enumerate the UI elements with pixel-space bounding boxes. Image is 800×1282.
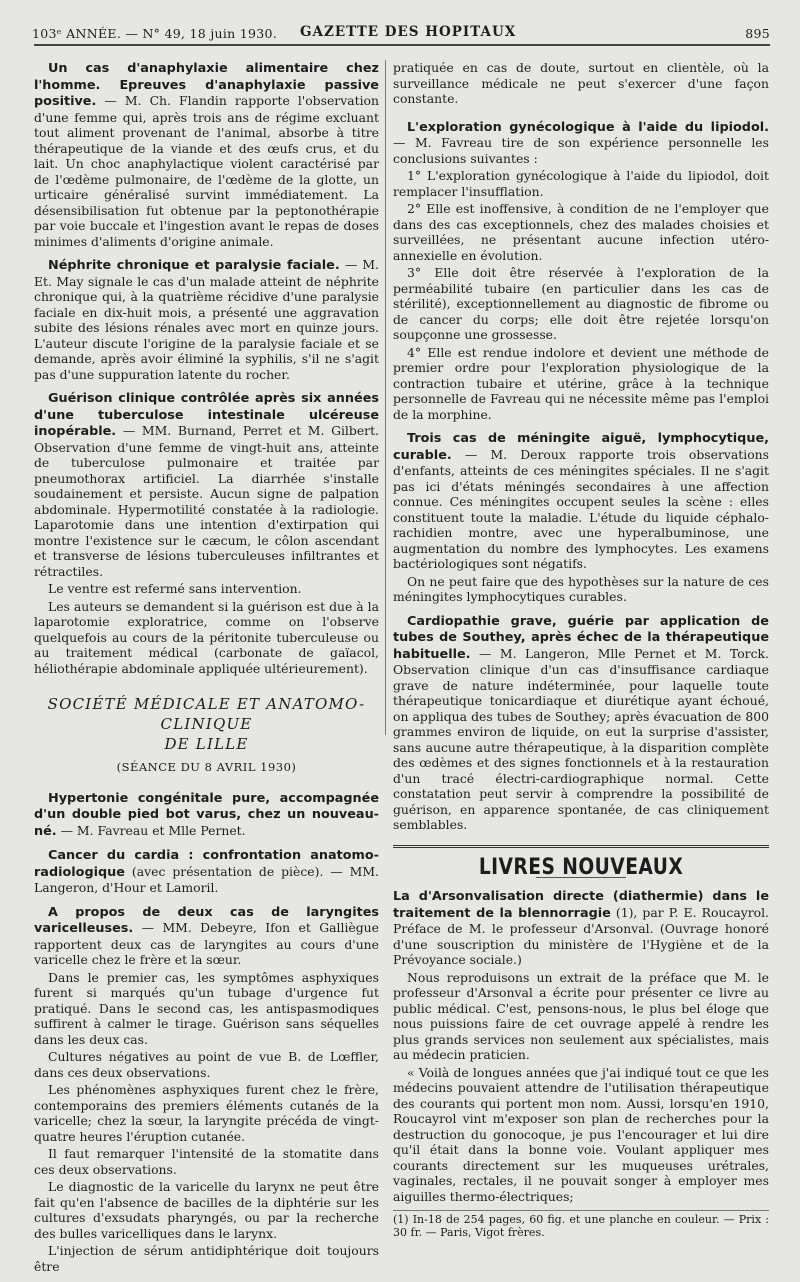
paragraph: Le ventre est refermé sans intervention. <box>48 581 302 596</box>
paragraph: Les phénomènes asphyxiques furent chez le frère, contemporains des premiers éléments cutanés de la varicelle; chez la sœur, la laryngite précéda de vingt-quatre heures l'éruption cutanée. <box>34 1082 379 1144</box>
book-info: (1), par P. E. Roucayrol. Préface de M. le professeur d'Arsonval. (Ouvrage honoré d'une souscription du ministère de l'Hygiène et de la Prévoyance sociale.) <box>393 904 769 967</box>
paragraph: Le diagnostic de la varicelle du larynx ne peut être fait qu'en l'absence de bacilles de la diphtérie sur les cultures d'exsudats pharyngés, ou par la recherche des bulles varicelliques dans le larynx. <box>34 1179 379 1241</box>
article-heading: Trois cas de méningite aiguë, lymphocytique, curable. <box>393 431 769 463</box>
article-hypertonie <box>34 790 379 840</box>
article-body: (avec présentation de pièce). — MM. Langeron, d'Hour et Lamoril. <box>34 863 379 895</box>
article-cancer-cardia <box>34 847 379 896</box>
page-number: 895 <box>745 26 770 41</box>
section-divider <box>393 845 769 848</box>
article-heading: Cancer du cardia : confrontation anatomo-radiologique <box>34 848 379 880</box>
article-heading: Cardiopathie grave, guérie par application de tubes de Southey, après échec de la thérapeutique habituelle. <box>393 613 769 662</box>
right-column <box>393 60 769 1247</box>
paragraph: Dans le premier cas, les symptômes asphyxiques furent si marqués qu'un tubage d'urgence fut pratiqué. Dans le second cas, les antispasmodiques suffirent à calmer le tirage. Guérison sans séquelles dans les deux cas. <box>34 969 379 1047</box>
book-review <box>393 888 769 1239</box>
livres-heading: LIVRES NOUVEAUX <box>478 854 684 880</box>
list-item: 2° Elle est inoffensive, à condition de ne l'employer que dans des cas exceptionnels, chez des malades choisies et surveillées, ne présentant aucune infection utéro-annexielle en évolution. <box>393 201 769 263</box>
article-heading: Un cas d'anaphylaxie alimentaire chez l'homme. Epreuves d'anaphylaxie passive positive. <box>34 61 379 109</box>
journal-title: GAZETTE DES HOPITAUX <box>300 24 517 40</box>
paragraph: L'injection de sérum antidiphtérique doit toujours être <box>34 1243 379 1274</box>
paragraph: « Voilà de longues années que j'ai indiqué tout ce que les médecins pouvaient attendre de l'utilisation thérapeutique des courants qui portent mon nom. Aussi, lorsqu'en 1910, Roucayrol vint m'exposer son plan de recherches pour la destruction du gonocoque, je pus l'encourager et lui dire qu'il était dans la bonne voie. Voulant appliquer mes courants directement sur les muqueuses urétrales, vaginales, rectales, il ne pouvait songer à employer mes aiguilles thermo-électriques; <box>393 1064 769 1204</box>
article-body: — M. Et. May signale le cas d'un malade atteint de néphrite chronique qui, à la quatrième récidive d'une paralysie faciale en dix-huit mois, a présenté une aggravation subite des lésions rénales avec mort en quinze jours. L'auteur discute l'origine de la paralysie faciale et se demande, après avoir éliminé la syphilis, s'il ne s'agit pas d'une suppuration latente du rocher. <box>34 257 379 382</box>
article-meningite <box>393 430 769 605</box>
article-tuberculose <box>34 390 379 676</box>
list-item: 4° Elle est rendue indolore et devient une méthode de premier ordre pour l'exploration physiologique de la contraction tubaire et utérine, grâce à la technique personnelle de Favreau qui ne nécessite même pas l'emploi de la morphine. <box>393 344 769 422</box>
article-heading: Guérison clinique contrôlée après six années d'une tuberculose intestinale ulcéreuse inopérable. <box>34 391 379 439</box>
article-body: — M. Ch. Flandin rapporte l'observation d'une femme qui, après trois ans de régime excluant tout aliment provenant de l'animal, absorbe à titre thérapeutique de la viande et des œufs crus, et du lait. Un choc anaphylactique violent caractérisé par de l'œdème pulmonaire, de l'œdème de la glotte, un urticaire généralisé survint immédiatement. La désensibilisation fut obtenue par la peptonothérapie par voie buccale et l'ingestion avant le repas de doses minimes d'aliments d'origine animale. <box>34 93 379 249</box>
issue-info: 103ᵉ ANNÉE. — N° 49, 18 juin 1930. <box>32 26 278 41</box>
article-body: — MM. Burnand, Perret et M. Gilbert. Observation d'une femme de vingt-huit ans, atteinte de tuberculose pulmonaire et traitée par pneumothorax artificiel. La diarrhée s'installe soudainement et persiste. Aucun signe de palpation abdominale. Hypermotilité constatée à la radiologie. Laparotomie dans une intention d'extirpation qui montre l'existence sur le cæcum, le côlon ascendant et transverse de lésions tuberculeuses infiltrantes et rétractiles. <box>34 423 379 579</box>
paragraph: On ne peut faire que des hypothèses sur la nature de ces méningites lymphocytiques curables. <box>393 573 769 604</box>
list-item: 3° Elle doit être réservée à l'exploration de la perméabilité tubaire (en particulier dans les cas de stérilité), exceptionnellement au diagnostic de fibrome ou de cancer du corps; elle doit être rejetée lorsqu'on soupçonne une grossesse. <box>393 265 769 342</box>
paragraph: pratiquée en cas de doute, surtout en clientèle, où la surveillance médicale ne peut s'exercer d'une façon constante. <box>393 60 769 106</box>
seance-date: (SÉANCE DU 8 AVRIL 1930) <box>116 760 297 774</box>
article-lipiodol <box>393 119 769 423</box>
article-heading: A propos de deux cas de laryngites varicelleuses. <box>34 904 379 936</box>
article-heading: Néphrite chronique et paralysie faciale. <box>48 258 340 273</box>
left-column <box>34 60 379 1282</box>
article-nephrite <box>34 257 379 382</box>
article-body: — M. Favreau tire de son expérience personnelle les conclusions suivantes : <box>393 135 769 166</box>
article-body: — M. Langeron, Mlle Pernet et M. Torck. Observation clinique d'un cas d'insuffisance cardiaque grave de nature indéterminée, pour laquelle toute thérapeutique tonicardiaque et diurétique ayant échoué, on appliqua des tubes de Southey; après évacuation de 800 grammes environ de liquide, on eut la surprise d'assister, sans aucune autre thérapeutique, à la disparition complète des œdèmes et des signes fonctionnels et à la restauration d'un tracé électri-cardiographique normal. Cette constatation peut servir à comprendre la possibilité de guérison, en apparence spontanée, de cas cliniquement semblables. <box>393 645 769 832</box>
book-title: La d'Arsonvalisation directe (diathermie) dans le traitement de la blennorragie <box>393 889 769 921</box>
paragraph: Il faut remarquer l'intensité de la stomatite dans ces deux observations. <box>34 1146 379 1177</box>
section-title-line: SOCIÉTÉ MÉDICALE ET ANATOMO-CLINIQUE <box>47 695 366 733</box>
paragraph: Nous reproduisons un extrait de la préface que M. le professeur d'Arsonval a écrite pour présenter ce livre au public médical. C'est, pensons-nous, le plus bel éloge que nous puissions faire de cet ouvrage appelé à rendre les plus grands services non seulement aux spécialistes, mais au médecin praticien. <box>393 969 769 1062</box>
article-body: — MM. Debeyre, Ifon et Galliègue rapportent deux cas de laryngites au cours d'une varicelle chez le frère et la sœur. <box>34 920 379 967</box>
header-rule <box>34 44 770 46</box>
list-item: 1° L'exploration gynécologique à l'aide du lipiodol, doit remplacer l'insufflation. <box>393 168 769 199</box>
footnote: (1) In-18 de 254 pages, 60 fig. et une planche en couleur. — Prix : 30 fr. — Paris, Vigot frères. <box>393 1210 769 1239</box>
article-laryngites <box>34 904 379 1275</box>
paragraph: Les auteurs se demandent si la guérison est due à la laparotomie exploratrice, comme on l'observe quelquefois au cours de la péritonite tuberculeuse ou au traitement médical (carbonate de gaïacol, héliothérapie abdominale appliquée ultérieurement). <box>34 598 379 676</box>
article-heading: Hypertonie congénitale pure, accompagnée d'un double pied bot varus, chez un nouveau-né. <box>34 790 379 839</box>
column-divider <box>385 60 386 735</box>
article-cardiopathie <box>393 613 769 833</box>
paragraph: Cultures négatives au point de vue B. de Lœffler, dans ces deux observations. <box>34 1049 379 1080</box>
section-title-line: DE LILLE <box>164 735 249 753</box>
article-body: — M. Deroux rapporte trois observations d'enfants, atteints de ces méningites spéciales. Il ne s'agit pas ici d'états méningés secondaires à une affection connue. Ces méningites occupent seules la scène : elles constituent toute la maladie. L'étude du liquide céphalo-rachidien montre, avec une hyperalbuminose, une augmentation du nombre des lymphocytes. Les examens bactériologiques sont négatifs. <box>393 446 769 571</box>
article-body: — M. Favreau et Mlle Pernet. <box>56 822 246 838</box>
page-header <box>32 22 770 44</box>
article-heading: L'exploration gynécologique à l'aide du lipiodol. <box>407 119 769 135</box>
article-anaphylaxie <box>34 60 379 249</box>
section-title <box>34 694 379 754</box>
